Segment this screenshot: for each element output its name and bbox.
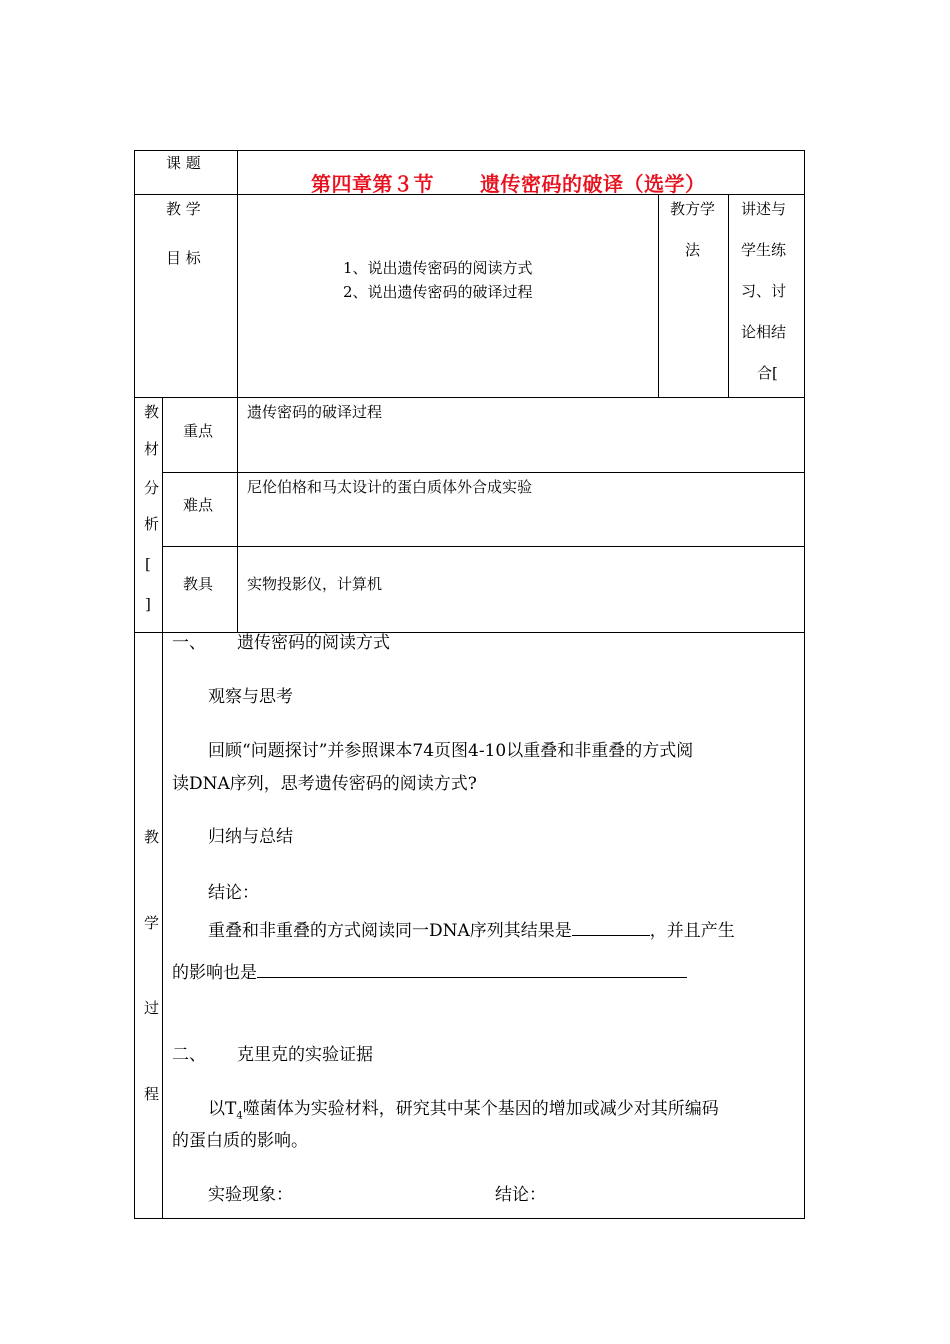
conclusion-line2-text: 的影响也是	[172, 963, 257, 983]
method-label-line1: 教方学	[670, 200, 716, 218]
result-label: 结论：	[495, 1185, 546, 1205]
answer-blank-2[interactable]	[257, 962, 687, 978]
col-divider	[162, 397, 163, 1219]
difficulty-value: 尼伦伯格和马太设计的蛋白质体外合成实验	[247, 478, 533, 496]
key-point-value: 遗传密码的破译过程	[247, 403, 383, 421]
row-divider	[134, 397, 805, 398]
key-point-label: 重点	[183, 422, 214, 440]
difficulty-label: 难点	[183, 496, 214, 514]
review-text-line2: 读DNA序列，思考遗传密码的阅读方式?	[172, 774, 477, 794]
answer-blank-1[interactable]	[572, 920, 650, 936]
row-divider	[162, 472, 805, 473]
conclusion-line1	[208, 920, 735, 942]
analysis-side-char: 材	[144, 440, 160, 458]
method-value-line: 讲述与	[741, 200, 787, 218]
col-divider	[237, 150, 238, 398]
analysis-side-char: [	[145, 555, 151, 573]
method-value-line: 习、讨	[741, 282, 787, 300]
table-border-bottom	[134, 1218, 805, 1219]
method-value-line: 论相结	[741, 323, 787, 341]
objective-item: 1、说出遗传密码的阅读方式	[343, 259, 533, 277]
analysis-side-char: ]	[145, 595, 151, 613]
experiment-line1: 以$T_4$噬菌体为实验材料，研究其中某个基因的增加或减少对其所编码	[208, 1099, 719, 1122]
process-side-char: 过	[144, 999, 160, 1017]
col-divider	[658, 194, 659, 398]
conclusion-line2	[172, 962, 687, 984]
col-divider	[237, 397, 238, 633]
experiment-line2: 的蛋白质的影响。	[172, 1131, 308, 1151]
teaching-aids-value: 实物投影仪，计算机	[247, 575, 383, 593]
observe-heading: 观察与思考	[208, 687, 293, 707]
table-border-right	[804, 150, 805, 1219]
section2-number: 二、	[172, 1045, 206, 1065]
phenomenon-label: 实验现象：	[208, 1185, 293, 1205]
objective-item: 2、说出遗传密码的破译过程	[343, 283, 533, 301]
topic-label: 课 题	[166, 154, 201, 172]
title-topic: 遗传密码的破译（选学）	[480, 172, 706, 196]
summary-heading: 归纳与总结	[208, 827, 293, 847]
analysis-side-char: 教	[144, 403, 160, 421]
title-chapter: 第四章第３节	[311, 172, 434, 196]
analysis-side-char: 析	[144, 515, 160, 533]
method-value-line: 学生练	[741, 241, 787, 259]
process-side-char: 学	[144, 914, 160, 932]
conclusion-label: 结论：	[208, 883, 259, 903]
conclusion-line1-text: 重叠和非重叠的方式阅读同一DNA序列其结果是	[208, 921, 572, 941]
process-side-char: 教	[144, 828, 160, 846]
page-title	[311, 172, 706, 196]
objectives-label-line1: 教 学	[166, 200, 201, 218]
teaching-aids-label: 教具	[183, 575, 214, 593]
section1-heading: 遗传密码的阅读方式	[237, 633, 390, 653]
review-text-line1: 回顾“问题探讨”并参照课本74页图4-10以重叠和非重叠的方式阅	[208, 741, 694, 761]
method-value-line: 合[	[757, 364, 778, 382]
col-divider	[728, 194, 729, 398]
objectives-label-line2: 目 标	[166, 249, 201, 267]
process-side-char: 程	[144, 1085, 160, 1103]
table-border-left	[134, 150, 135, 1219]
analysis-side-char: 分	[144, 479, 160, 497]
section2-heading: 克里克的实验证据	[237, 1045, 373, 1065]
conclusion-line1-tail: ，并且产生	[649, 921, 735, 941]
method-label-line2: 法	[685, 241, 701, 259]
row-divider	[134, 632, 805, 633]
table-border-top	[134, 150, 805, 151]
row-divider	[162, 546, 805, 547]
section1-number: 一、	[172, 633, 206, 653]
